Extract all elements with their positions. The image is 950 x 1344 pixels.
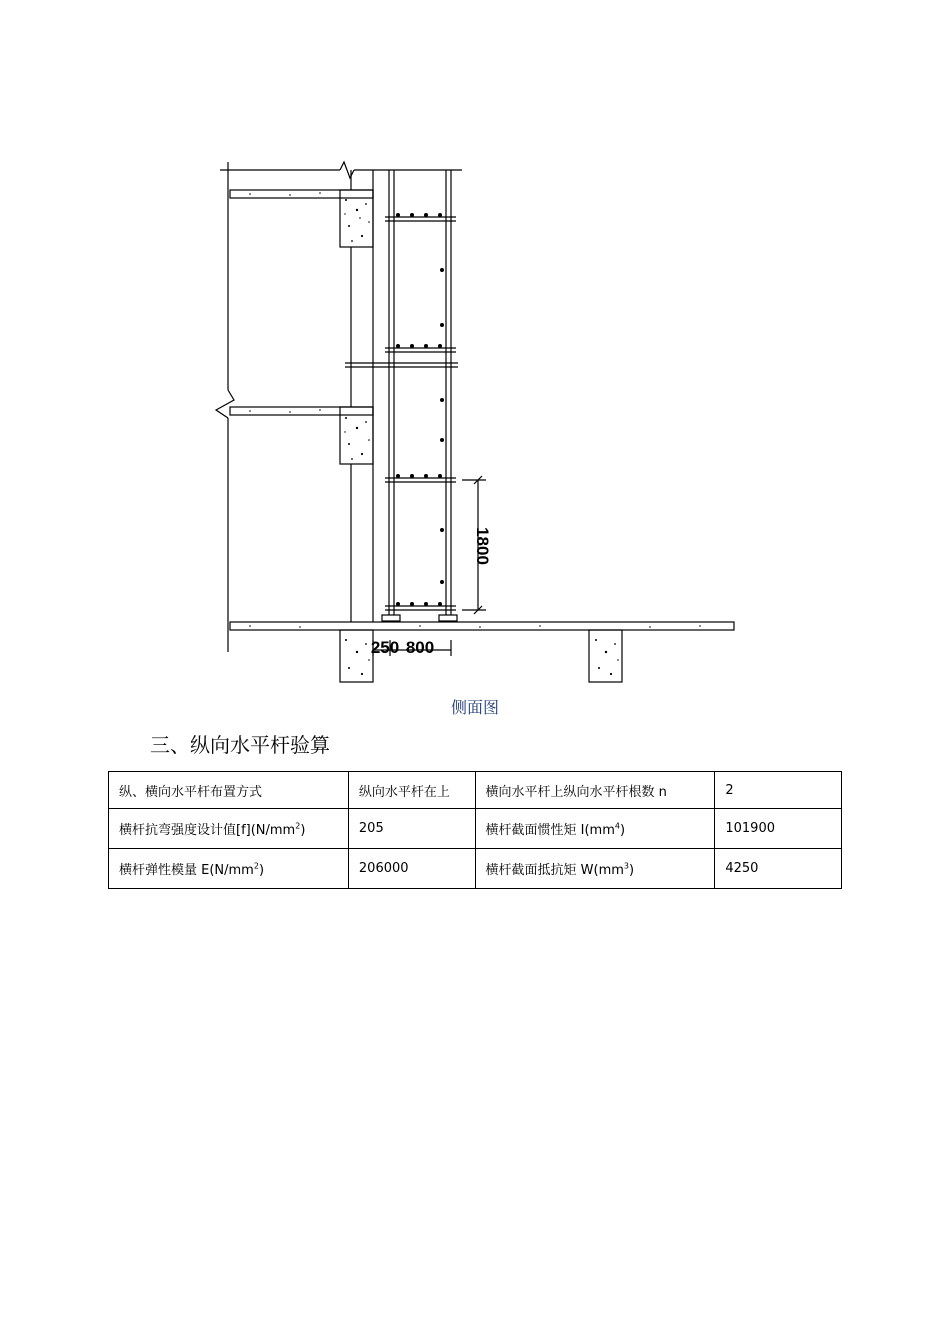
cell-text-tail: ) xyxy=(300,823,306,838)
table-row xyxy=(109,772,842,809)
table-cell xyxy=(475,809,715,849)
cell-text: 2 xyxy=(725,782,734,798)
cell-text: 101900 xyxy=(725,821,775,836)
ledger-2 xyxy=(385,348,456,352)
cell-text: 横杆抗弯强度设计值[f](N/mm xyxy=(119,823,296,838)
dimension-250: 250 xyxy=(370,638,400,657)
cell-text: 4250 xyxy=(725,861,759,876)
parameters-table xyxy=(108,771,842,889)
upper-slab xyxy=(230,190,373,198)
ledger-1 xyxy=(385,217,456,221)
wall-break-mark xyxy=(216,390,234,418)
cell-superscript: 2 xyxy=(253,861,259,871)
cell-text: 纵、横向水平杆布置方式 xyxy=(119,784,263,800)
dimension-1800: 1800 xyxy=(473,527,492,565)
ledger-5 xyxy=(385,606,456,610)
concrete-texture xyxy=(249,192,701,675)
table-cell xyxy=(715,772,842,809)
cell-text: 横向水平杆上纵向水平杆根数 n xyxy=(485,784,667,800)
section-heading: 三、纵向水平杆验算 xyxy=(150,733,330,757)
base-plate-outer xyxy=(439,615,457,621)
cell-text-tail: ) xyxy=(629,863,635,878)
ledger-4 xyxy=(385,478,456,482)
ground-slab xyxy=(230,622,734,630)
table-cell xyxy=(348,772,475,809)
longitudinal-bars xyxy=(396,213,444,606)
cell-text-tail: ) xyxy=(258,863,265,878)
top-break-mark xyxy=(340,162,354,178)
cell-superscript: 4 xyxy=(614,821,620,831)
table-cell xyxy=(109,809,349,849)
cell-text: 横杆弹性模量 E(N/mm xyxy=(119,863,254,878)
table-cell xyxy=(109,849,349,889)
middle-slab xyxy=(230,407,373,415)
table-cell xyxy=(475,849,715,889)
ground-beam-right xyxy=(589,630,622,682)
ground-beam-left xyxy=(340,630,373,682)
cell-text: 纵向水平杆在上 xyxy=(358,784,450,800)
base-plate-inner xyxy=(382,615,400,621)
table-cell xyxy=(715,849,842,889)
figure-caption: 侧面图 xyxy=(450,698,499,717)
cell-superscript: 2 xyxy=(295,821,301,831)
cell-text-tail: ) xyxy=(619,823,626,838)
cell-superscript: 3 xyxy=(623,861,629,871)
cell-text: 206000 xyxy=(358,861,409,876)
table-row xyxy=(109,849,842,889)
dimension-800: 800 xyxy=(405,638,435,657)
table-cell xyxy=(715,809,842,849)
cell-text: 横杆截面抵抗矩 W(mm xyxy=(485,863,624,878)
table-cell xyxy=(348,849,475,889)
table-cell xyxy=(348,809,475,849)
table-cell xyxy=(475,772,715,809)
cell-text: 205 xyxy=(358,821,384,836)
ledger-3 xyxy=(345,363,458,367)
table-cell xyxy=(109,772,349,809)
cell-text: 横杆截面惯性矩 I(mm xyxy=(485,823,615,838)
table-row xyxy=(109,809,842,849)
